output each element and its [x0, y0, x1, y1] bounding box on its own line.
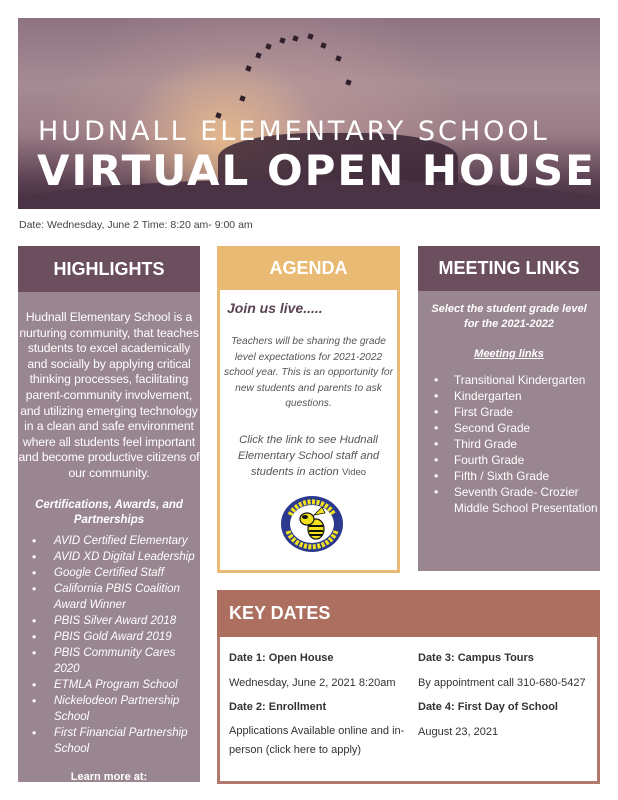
grad-cap-icon: [320, 42, 326, 48]
certification-item: • PBIS Gold Award 2019: [32, 629, 200, 645]
school-mission: Hudnall Elementary School is a nurturing community, that teaches students to excel academically and socially by applying critical thinking processes, facilitating parent-community involvement, and utilizing emerging technology in a clean and safe environment where all students feel important and become productive citizens of our community.: [18, 310, 200, 480]
grade-link-first[interactable]: • First Grade: [434, 404, 600, 420]
video-prompt: [224, 432, 393, 481]
certification-item: • PBIS Community Cares 2020: [32, 645, 200, 677]
key-dates-header: [217, 590, 600, 637]
grade-link-transitional-kindergarten[interactable]: • Transitional Kindergarten: [434, 372, 600, 388]
grade-links-list: [418, 372, 600, 516]
grade-link-kindergarten[interactable]: • Kindergarten: [434, 388, 600, 404]
grade-select-prompt: Select the student grade level for the 2021-2022: [431, 303, 587, 330]
key-dates-panel: [217, 637, 600, 784]
join-live-heading: Join us live.....: [227, 300, 323, 316]
key-dates-right-column: [418, 651, 598, 749]
agenda-header: [217, 246, 400, 290]
certification-item: • Google Certified Staff: [32, 565, 200, 581]
agenda-panel: [217, 290, 400, 573]
key-dates-title: KEY DATES: [229, 603, 331, 623]
meeting-links-subtitle: Meeting links: [474, 348, 544, 360]
learn-more-label: Learn more at:: [70, 770, 148, 783]
grade-link-second[interactable]: • Second Grade: [434, 420, 600, 436]
certification-item: • Nickelodeon Partnership School: [32, 693, 200, 725]
highlights-header: [18, 246, 200, 292]
meeting-links-title: MEETING LINKS: [438, 258, 580, 278]
certification-item: • First Financial Partnership School: [32, 725, 200, 757]
highlights-panel: [18, 292, 200, 797]
certifications-list: [18, 533, 200, 757]
certification-item: • California PBIS Coalition Award Winner: [32, 581, 200, 613]
highlights-title: HIGHLIGHTS: [53, 258, 165, 279]
grad-cap-icon: [255, 52, 261, 58]
grad-cap-icon: [292, 35, 298, 41]
date-value: By appointment call 310-680-5427: [418, 677, 586, 689]
grad-cap-icon: [345, 79, 351, 85]
date-label: Date 3: Campus Tours: [418, 652, 534, 664]
key-dates-left-column: [229, 651, 414, 756]
event-title: VIRTUAL OPEN HOUSE: [37, 146, 596, 195]
grad-cap-icon: [265, 43, 271, 49]
school-website-link[interactable]: hudnall.inglewoodusd.com: [38, 784, 180, 797]
school-mascot-logo-icon: [280, 495, 344, 553]
certification-item: • AVID XD Digital Leadership: [32, 549, 200, 565]
grad-cap-icon: [307, 33, 313, 39]
grade-link-seventh[interactable]: • Seventh Grade- Crozier Middle School Presentation: [434, 484, 600, 516]
certification-item: • ETMLA Program School: [32, 677, 200, 693]
agenda-title: AGENDA: [269, 257, 348, 278]
grade-link-fourth[interactable]: • Fourth Grade: [434, 452, 600, 468]
meeting-links-header: [418, 246, 600, 291]
certifications-title: Certifications, Awards, and Partnerships: [35, 498, 183, 526]
grad-cap-icon: [245, 65, 251, 71]
grad-cap-icon: [239, 95, 245, 101]
grad-cap-icon: [335, 55, 341, 61]
agenda-description: Teachers will be sharing the grade level expectations for 2021-2022 school year. This is an opportunity for new students and parents to ask questions.: [224, 336, 393, 409]
date-label: Date 1: Open House: [229, 652, 334, 664]
date-label: Date 2: Enrollment: [229, 701, 327, 713]
date-value: Wednesday, June 2, 2021 8:20am: [229, 677, 396, 689]
date-label: Date 4: First Day of School: [418, 701, 558, 713]
certification-item: • AVID Certified Elementary: [32, 533, 200, 549]
meeting-links-panel: [418, 291, 600, 571]
hero-banner: [18, 18, 600, 209]
learn-more: [18, 770, 200, 798]
grade-link-third[interactable]: • Third Grade: [434, 436, 600, 452]
grade-link-fifth-sixth[interactable]: • Fifth / Sixth Grade: [434, 468, 600, 484]
school-name: HUDNALL ELEMENTARY SCHOOL: [38, 116, 550, 147]
date-value: August 23, 2021: [418, 726, 499, 738]
certification-item: • PBIS Silver Award 2018: [32, 613, 200, 629]
enrollment-apply-link[interactable]: Applications Available online and in-person (click here to apply): [229, 725, 405, 756]
video-link[interactable]: Video: [341, 467, 367, 478]
event-date-time: Date: Wednesday, June 2 Time: 8:20 am- 9:00 am: [19, 219, 253, 231]
grad-cap-icon: [279, 37, 285, 43]
video-prompt-text: Click the link to see Hudnall Elementary School staff and students in action: [237, 434, 380, 478]
